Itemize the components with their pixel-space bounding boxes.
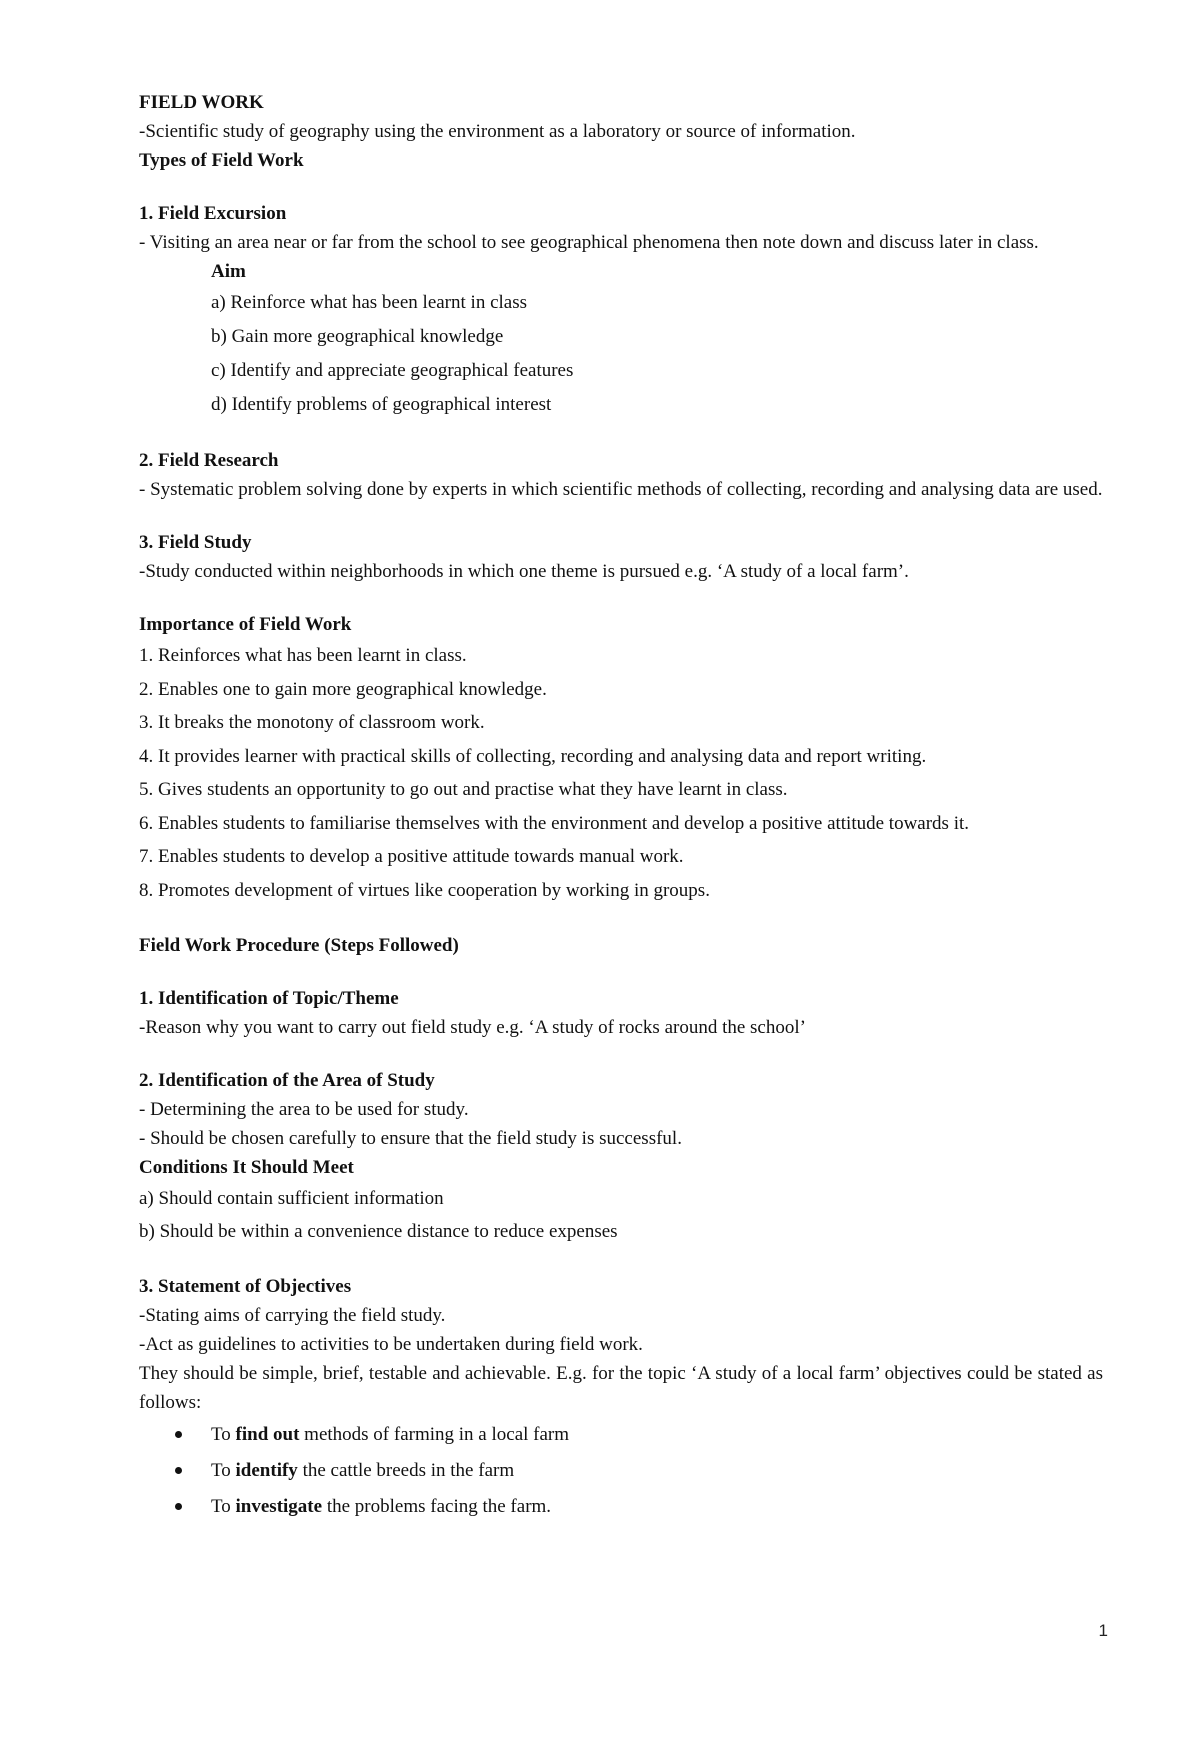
condition-item: a) Should contain sufficient information [139,1188,444,1209]
aim-block [139,257,1103,422]
field-work-definition: -Scientific study of geography using the environment as a laboratory or source of information. [139,121,856,142]
excursion-description: - Visiting an area near or far from the school to see geographical phenomena then note down and discuss later in class. [139,232,1039,253]
step2-line: - Determining the area to be used for study. [139,1099,469,1120]
bullet-icon [175,1467,182,1474]
step2-heading: 2. Identification of the Area of Study [139,1070,435,1091]
importance-item: 6. Enables students to familiarise themselves with the environment and develop a positive attitude towards it. [139,812,970,834]
aim-item: a) Reinforce what has been learnt in class [211,292,528,313]
conditions-heading: Conditions It Should Meet [139,1157,354,1178]
aim-item: b) Gain more geographical knowledge [211,326,504,347]
step1-heading: 1. Identification of Topic/Theme [139,988,399,1009]
objectives-paragraph: They should be simple, brief, testable and achievable. E.g. for the topic ‘A study of a local farm’ objectives could be stated as follows: [139,1363,1103,1413]
excursion-heading: 1. Field Excursion [139,203,287,224]
importance-heading: Importance of Field Work [139,614,352,635]
step3-heading: 3. Statement of Objectives [139,1276,352,1297]
importance-item: 2. Enables one to gain more geographical knowledge. [139,678,547,700]
objective-item: To investigate the problems facing the farm. [175,1489,1103,1525]
types-heading: Types of Field Work [139,150,304,171]
aim-item: c) Identify and appreciate geographical features [211,360,574,381]
objectives-list [139,1417,1103,1525]
importance-item: 5. Gives students an opportunity to go out and practise what they have learnt in class. [139,779,788,800]
step3-line: -Act as guidelines to activities to be undertaken during field work. [139,1334,643,1355]
importance-item: 8. Promotes development of virtues like cooperation by working in groups. [139,879,710,901]
objective-item: To find out methods of farming in a local farm [175,1417,1103,1453]
step2-line: - Should be chosen carefully to ensure that the field study is successful. [139,1128,682,1149]
doc-title: FIELD WORK [139,92,264,113]
research-heading: 2. Field Research [139,450,279,471]
document-page [139,88,1103,1525]
study-description: -Study conducted within neighborhoods in which one theme is pursued e.g. ‘A study of a local farm’. [139,561,909,582]
bullet-icon [175,1431,182,1438]
objective-item: To identify the cattle breeds in the farm [175,1453,1103,1489]
importance-item: 7. Enables students to develop a positive attitude towards manual work. [139,846,684,867]
procedure-heading: Field Work Procedure (Steps Followed) [139,935,459,956]
step3-line: -Stating aims of carrying the field study. [139,1305,446,1326]
aim-item: d) Identify problems of geographical interest [211,394,552,415]
aim-heading: Aim [211,261,246,282]
importance-item: 3. It breaks the monotony of classroom work. [139,712,485,733]
bullet-icon [175,1503,182,1510]
page-number: 1 [1098,1621,1108,1640]
importance-item: 1. Reinforces what has been learnt in class. [139,645,467,666]
condition-item: b) Should be within a convenience distance to reduce expenses [139,1221,618,1242]
study-heading: 3. Field Study [139,532,252,553]
importance-item: 4. It provides learner with practical skills of collecting, recording and analysing data and report writing. [139,745,927,767]
research-description: - Systematic problem solving done by experts in which scientific methods of collecting, recording and analysing data are used. [139,479,1103,500]
step1-description: -Reason why you want to carry out field study e.g. ‘A study of rocks around the school’ [139,1017,806,1038]
